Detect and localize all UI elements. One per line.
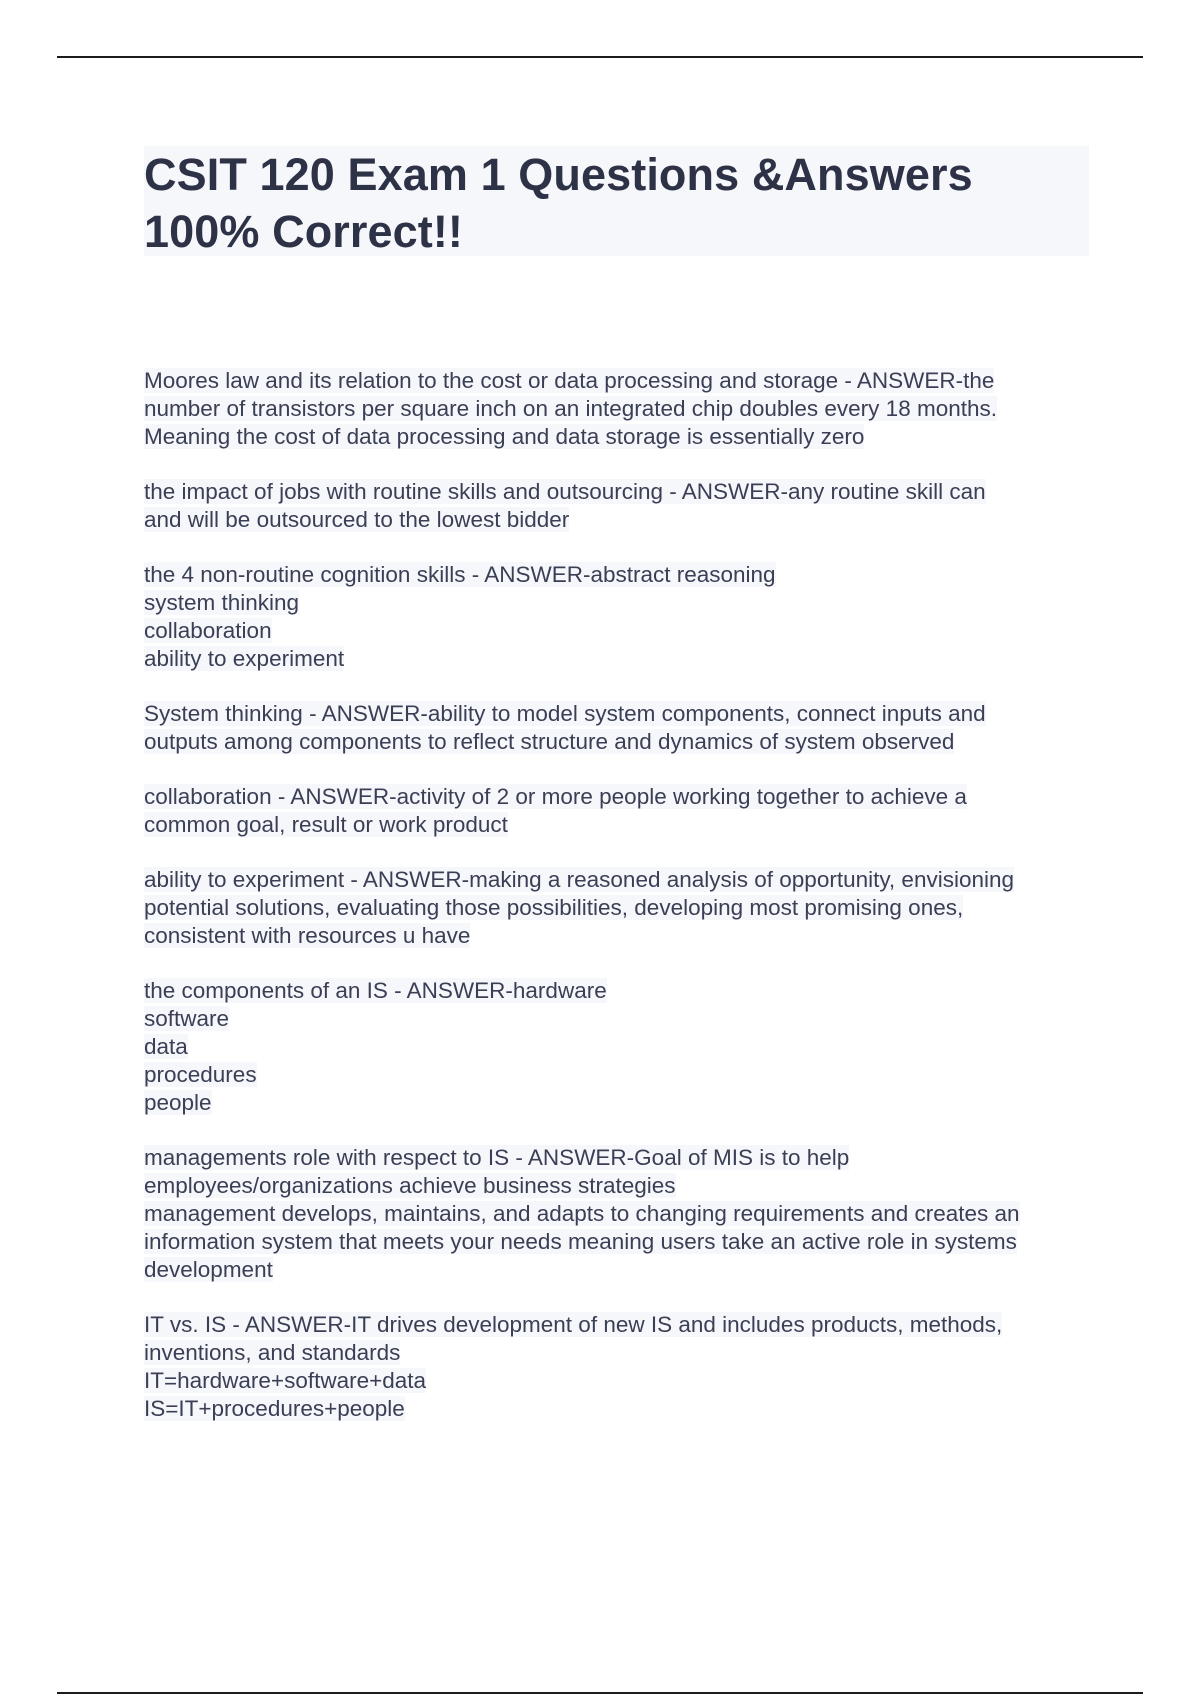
qa-line bbox=[144, 1061, 1104, 1089]
qa-line-text: people bbox=[144, 1090, 212, 1115]
qa-line-text: software bbox=[144, 1006, 230, 1031]
qa-line bbox=[144, 423, 1104, 451]
qa-line-text: the components of an IS - ANSWER-hardware bbox=[144, 978, 607, 1003]
qa-line bbox=[144, 1033, 1104, 1061]
qa-line bbox=[144, 506, 1104, 534]
qa-line bbox=[144, 1228, 1104, 1256]
qa-line-text: the 4 non-routine cognition skills - ANSWER-abstract reasoning bbox=[144, 562, 776, 587]
qa-line bbox=[144, 1200, 1104, 1228]
qa-line bbox=[144, 811, 1104, 839]
qa-line-text: information system that meets your needs meaning users take an active role in systems bbox=[144, 1229, 1017, 1254]
qa-item bbox=[144, 866, 1104, 950]
qa-line bbox=[144, 367, 1104, 395]
qa-line bbox=[144, 977, 1104, 1005]
qa-line-text: ability to experiment - ANSWER-making a reasoned analysis of opportunity, envisioning bbox=[144, 867, 1015, 892]
qa-line bbox=[144, 783, 1104, 811]
qa-line bbox=[144, 1144, 1104, 1172]
qa-line bbox=[144, 1311, 1104, 1339]
qa-line bbox=[144, 1172, 1104, 1200]
title-line-1: CSIT 120 Exam 1 Questions &Answers bbox=[144, 149, 973, 200]
qa-line-text: and will be outsourced to the lowest bidder bbox=[144, 507, 570, 532]
title-block bbox=[144, 146, 1089, 256]
qa-line-text: managements role with respect to IS - ANSWER-Goal of MIS is to help bbox=[144, 1145, 850, 1170]
qa-item bbox=[144, 1311, 1104, 1423]
qa-item bbox=[144, 367, 1104, 451]
qa-line-text: common goal, result or work product bbox=[144, 812, 508, 837]
qa-line bbox=[144, 1339, 1104, 1367]
qa-line bbox=[144, 561, 1104, 589]
qa-line bbox=[144, 645, 1104, 673]
qa-line-text: Moores law and its relation to the cost or data processing and storage - ANSWER-the bbox=[144, 368, 995, 393]
qa-line-text: employees/organizations achieve business strategies bbox=[144, 1173, 676, 1198]
qa-line-text: system thinking bbox=[144, 590, 300, 615]
qa-line bbox=[144, 1089, 1104, 1117]
qa-line bbox=[144, 728, 1104, 756]
qa-item bbox=[144, 700, 1104, 756]
qa-line-text: collaboration - ANSWER-activity of 2 or more people working together to achieve a bbox=[144, 784, 967, 809]
qa-line-text: potential solutions, evaluating those possibilities, developing most promising ones, bbox=[144, 895, 964, 920]
qa-item bbox=[144, 561, 1104, 673]
qa-line bbox=[144, 589, 1104, 617]
qa-line-text: inventions, and standards bbox=[144, 1340, 401, 1365]
title-line-2: 100% Correct!! bbox=[144, 206, 464, 257]
qa-line bbox=[144, 1256, 1104, 1284]
qa-item bbox=[144, 783, 1104, 839]
qa-line-text: the impact of jobs with routine skills and outsourcing - ANSWER-any routine skill can bbox=[144, 479, 986, 504]
qa-line-text: IS=IT+procedures+people bbox=[144, 1396, 405, 1421]
qa-line-text: number of transistors per square inch on an integrated chip doubles every 18 months. bbox=[144, 396, 997, 421]
page-title bbox=[144, 146, 1089, 260]
qa-line-text: consistent with resources u have bbox=[144, 923, 471, 948]
qa-line bbox=[144, 700, 1104, 728]
qa-line bbox=[144, 866, 1104, 894]
qa-line bbox=[144, 1005, 1104, 1033]
qa-line-text: management develops, maintains, and adapts to changing requirements and creates an bbox=[144, 1201, 1020, 1226]
qa-line-text: development bbox=[144, 1257, 273, 1282]
qa-item bbox=[144, 977, 1104, 1117]
qa-line-text: outputs among components to reflect structure and dynamics of system observed bbox=[144, 729, 955, 754]
qa-line bbox=[144, 617, 1104, 645]
qa-line bbox=[144, 894, 1104, 922]
qa-line-text: ability to experiment bbox=[144, 646, 345, 671]
qa-line bbox=[144, 1395, 1104, 1423]
qa-item bbox=[144, 478, 1104, 534]
qa-line-text: IT=hardware+software+data bbox=[144, 1368, 427, 1393]
qa-line-text: procedures bbox=[144, 1062, 257, 1087]
qa-list bbox=[144, 367, 1104, 1450]
qa-line-text: System thinking - ANSWER-ability to model system components, connect inputs and bbox=[144, 701, 986, 726]
qa-line-text: collaboration bbox=[144, 618, 272, 643]
qa-line bbox=[144, 922, 1104, 950]
qa-line-text: data bbox=[144, 1034, 188, 1059]
qa-line-text: Meaning the cost of data processing and data storage is essentially zero bbox=[144, 424, 865, 449]
top-rule bbox=[57, 56, 1143, 58]
qa-item bbox=[144, 1144, 1104, 1284]
bottom-rule bbox=[57, 1692, 1143, 1694]
qa-line-text: IT vs. IS - ANSWER-IT drives development of new IS and includes products, methods, bbox=[144, 1312, 1003, 1337]
qa-line bbox=[144, 395, 1104, 423]
qa-line bbox=[144, 478, 1104, 506]
qa-line bbox=[144, 1367, 1104, 1395]
